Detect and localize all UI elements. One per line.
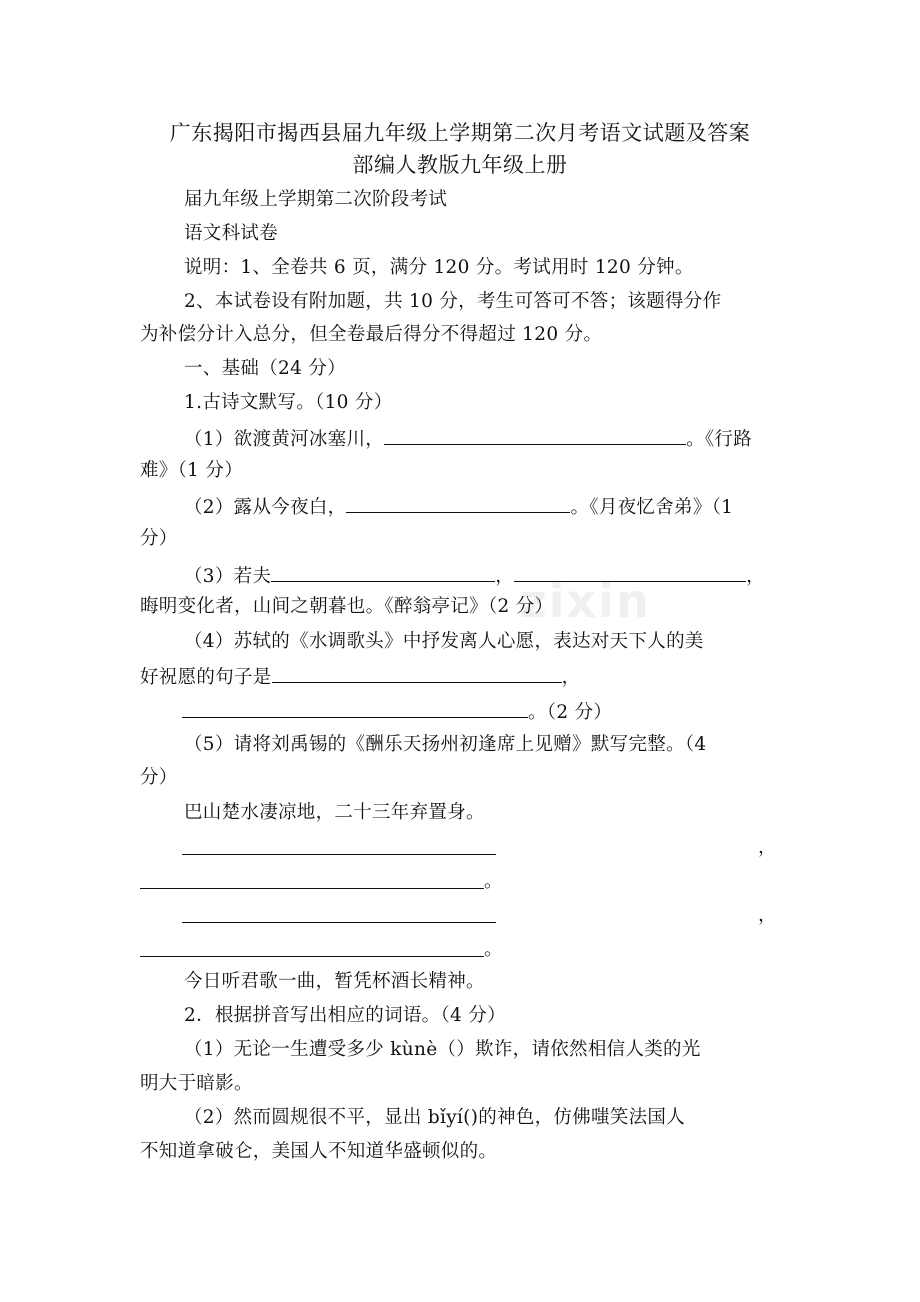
comma: ， [758, 837, 777, 858]
subject: 语文科试卷 [184, 223, 279, 244]
answer-blank[interactable] [346, 492, 570, 513]
question-1-3-cont: 晦明变化者，山间之朝暮也。《醉翁亭记》（2 分） [140, 596, 554, 617]
question-1-4-score: 。（2 分） [528, 702, 613, 723]
question-1-1-source: 。《行路 [686, 429, 753, 450]
question-1-5-cont: 分） [140, 767, 178, 788]
answer-blank[interactable] [182, 697, 528, 718]
period: 。 [484, 939, 503, 960]
question-2-2: （2）然而圆规很不平，显出 bǐyí()的神色，仿佛嗤笑法国人 [184, 1107, 686, 1128]
poem-line-1: 巴山楚水凄凉地，二十三年弃置身。 [184, 802, 485, 823]
question-1-2-cont: 分） [140, 528, 178, 549]
question-2-1-cont: 明大于暗影。 [140, 1073, 253, 1094]
answer-blank[interactable] [182, 922, 496, 923]
section-heading: 一、基础（24 分） [184, 358, 346, 379]
document-subtitle: 部编人教版九年级上册 [352, 153, 568, 177]
question-1-2-source: 。《月夜忆舍弟》（1 [570, 497, 734, 518]
question-1-1-text: （1）欲渡黄河冰塞川， [184, 429, 385, 450]
answer-blank[interactable] [272, 662, 562, 683]
question-1-5: （5）请将刘禹锡的《酬乐天扬州初逢席上见赠》默写完整。（4 [184, 734, 707, 755]
answer-blank[interactable] [514, 561, 746, 582]
question-1-1-cont: 难》（1 分） [140, 460, 244, 481]
watermark: zixin [520, 574, 651, 628]
answer-blank[interactable] [182, 854, 496, 855]
poem-line-last: 今日听君歌一曲，暂凭杯酒长精神。 [184, 971, 485, 992]
question-2: 2．根据拼音写出相应的词语。（4 分） [184, 1005, 506, 1026]
answer-blank[interactable] [140, 888, 484, 889]
comma: ， [561, 667, 581, 688]
question-1-4: （4）苏轼的《水调歌头》中抒发离人心愿，表达对天下人的美 [184, 631, 704, 652]
exam-name: 届九年级上学期第二次阶段考试 [184, 189, 448, 210]
question-1-2 [184, 492, 733, 521]
question-1-2-text: （2）露从今夜白， [184, 497, 347, 518]
question-1-1 [184, 424, 752, 453]
answer-blank[interactable] [140, 956, 484, 957]
instructions-2: 2、本试卷设有附加题，共 10 分，考生可答可不答；该题得分作 [184, 291, 722, 312]
instructions-2-cont: 为补偿分计入总分，但全卷最后得分不得超过 120 分。 [140, 324, 603, 345]
comma: ， [746, 566, 765, 587]
question-1-4-cont [140, 662, 580, 691]
document-title: 广东揭阳市揭西县届九年级上学期第二次月考语文试题及答案 [169, 121, 751, 145]
period: 。 [484, 871, 503, 892]
question-1-4-blank-line [182, 697, 612, 726]
comma: ， [495, 566, 515, 587]
question-1-4-text: 好祝愿的句子是 [140, 667, 272, 688]
comma: ， [758, 905, 777, 926]
question-2-2-cont: 不知道拿破仑，美国人不知道华盛顿似的。 [140, 1141, 498, 1162]
answer-blank[interactable] [271, 561, 495, 582]
question-1: 1.古诗文默写。（10 分） [184, 392, 393, 413]
instructions-1: 说明：1、全卷共 6 页，满分 120 分。考试用时 120 分钟。 [184, 257, 694, 278]
question-2-1: （1）无论一生遭受多少 kùnè（）欺诈，请依然相信人类的光 [184, 1039, 701, 1060]
answer-blank[interactable] [384, 424, 686, 445]
question-1-3-text: （3）若夫 [184, 566, 272, 587]
question-1-3 [184, 561, 765, 590]
